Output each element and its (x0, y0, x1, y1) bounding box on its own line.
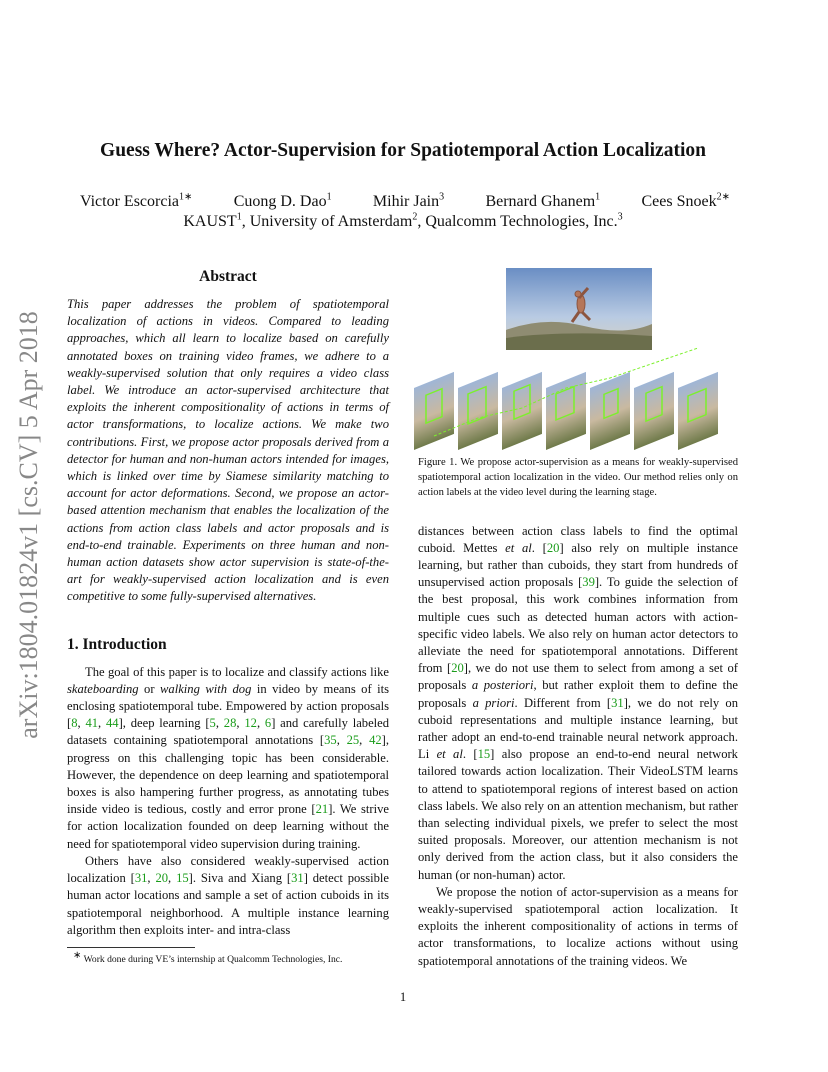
text-run: or (138, 681, 160, 696)
citation-link[interactable]: 20 (451, 661, 464, 676)
text-run: , (77, 716, 86, 731)
text-run: , (336, 733, 347, 748)
text-run: , (215, 716, 224, 731)
text-run: ] also propose an end-to-end neural network tailored towards action localization. Their VideoLSTM learns to attend to spatiotemporal regions of interest based on action class labels. We also rely on an attention mechanism, but rather than selecting individual pixels, we prefer to select the most suited proposals. Moreover, our attention mechanism is not only derived from the action class, but it also considers the human (or non-human) actor. (418, 747, 738, 882)
text-run: ], deep learning [ (118, 716, 210, 731)
text-run: , (98, 716, 106, 731)
emphasis: a posteriori (471, 678, 534, 693)
text-run: , (168, 871, 177, 886)
page-number: 1 (399, 990, 407, 1004)
emphasis: walking with dog (160, 681, 252, 696)
citation-link[interactable]: 44 (106, 716, 119, 731)
abstract-heading: Abstract (199, 268, 257, 285)
citation-link[interactable]: 25 (346, 733, 360, 748)
author-list (80, 193, 730, 211)
citation-link[interactable]: 15 (176, 871, 189, 886)
text-run: ] and carefully labeled datasets containing spatiotemporal annotations [ (67, 716, 390, 748)
paper-title: Guess Where? Actor-Supervision for Spatiotemporal Action Localization (100, 140, 706, 161)
abstract-text: This paper addresses the problem of spatiotemporal localization of actions in videos. Compared to leading approaches, which all learn to localize based on carefully annotated boxes on training video frames, we adhere to a weakly-supervised solution that only requires a video class label. We introduce an actor-supervised architecture that exploits the inherent compositionality of actions in terms of actor transformations, to localize actions. We make two contributions. First, we propose actor proposals derived from a detector for human and non-human actors intended for images, which is linked over time by Siamese similarity matching to account for actor deformations. Second, we propose an actor-based attention mechanism that enables the localization of the actions from action class labels and actor proposals and is end-to-end trainable. Experiments on three human and non-human action datasets show actor supervision is state-of-the-art for weakly-supervised action localization and is even competitive to some fully-supervised alternatives. (67, 297, 389, 604)
author: Cees Snoek$^{2∗}$ (641, 191, 730, 210)
text-run: ]. Siva and Xiang [ (188, 871, 292, 886)
text-run: , (236, 716, 245, 731)
emphasis: et al (436, 747, 463, 762)
right-column (418, 455, 738, 970)
intro-paragraph-1 (67, 664, 389, 853)
citation-link[interactable]: 8 (71, 716, 78, 731)
text-run: Others have also considered weakly-supervised action localization [ (67, 853, 389, 886)
left-column (67, 268, 389, 965)
author: Mihir Jain$^3$ (372, 191, 445, 210)
citation-link[interactable]: 39 (582, 575, 595, 590)
text-run: , (147, 871, 156, 886)
citation-link[interactable]: 5 (209, 716, 216, 731)
citation-link[interactable]: 31 (134, 871, 148, 886)
text-run: ], we do not use them to select from among a set of proposals (418, 661, 738, 693)
citation-link[interactable]: 42 (369, 733, 382, 748)
author: Bernard Ghanem$^1$ (485, 191, 601, 210)
citation-link[interactable]: 41 (85, 716, 99, 731)
figure-1-caption: Figure 1. We propose actor-supervision as a means for weakly-supervised spatiotemporal action localization in the video. Our method relies only on action labels at the video level during the learning stage. (418, 457, 738, 499)
text-run: distances between action class labels to find the optimal cuboid. Mettes (418, 523, 738, 555)
section-heading-introduction: 1. Introduction (67, 635, 167, 653)
emphasis: et al (505, 540, 532, 555)
frame-sequence (414, 348, 718, 450)
text-run: ]. To guide the selection of the best proposal, this work combines information from multiple cues such as detected human actors with action-specific video labels. We also rely on human actor detectors to alleviate the need for spatiotemporal annotations. Different from [ (418, 575, 738, 676)
text-run: The goal of this paper is to localize and classify actions like (85, 664, 389, 679)
key-frame-image (506, 268, 652, 350)
right-paragraph-1 (418, 523, 738, 884)
author: Cuong D. Dao$^1$ (233, 191, 332, 210)
author: Victor Escorcia$^{1∗}$ (80, 191, 193, 210)
text-run: ] also rely on multiple instance learning, but rather than cuboids, they start from hundreds of unsupervised action proposals [ (418, 540, 739, 590)
citation-link[interactable]: 35 (324, 733, 337, 748)
citation-link[interactable]: 31 (611, 695, 624, 710)
text-run: ], we do not rely on cuboid representations and multiple instance learning, but rather adopt an end-to-end trainable neural network approach. Li (418, 695, 738, 762)
figure-1 (414, 268, 744, 453)
emphasis: a priori (472, 695, 515, 710)
right-paragraph-2 (418, 884, 738, 970)
text-run: , but rather exploit them to define the proposals (418, 678, 739, 710)
citation-link[interactable]: 15 (477, 747, 491, 762)
citation-link[interactable]: 12 (244, 716, 257, 731)
text-run: We propose the notion of actor-supervision as a means for weakly-supervised spatiotemporal action localization. It exploits the inherent compositionality of actions in terms of actor transformations, to localize actions without using spatiotemporal annotations of the training videos. We (418, 884, 738, 968)
citation-link[interactable]: 21 (315, 802, 329, 817)
citation-link[interactable]: 20 (546, 540, 560, 555)
figure-1-illustration (414, 268, 744, 453)
text-run: , (256, 716, 265, 731)
text-run: in video by means of its enclosing spatiotemporal tube. Empowered by action proposals [ (67, 681, 390, 731)
intro-paragraph-2 (67, 853, 389, 939)
citation-link[interactable]: 6 (264, 716, 272, 731)
citation-link[interactable]: 20 (155, 871, 169, 886)
text-run: . [ (462, 747, 478, 762)
text-run: ] detect possible human actor locations and sample a set of action cuboids in its spatiotemporal neighborhood. A multiple instance learning algorithm then exploits inter- and intra-class (67, 871, 389, 937)
arxiv-identifier: arXiv:1804.01824v1 [cs.CV] 5 Apr 2018 (14, 311, 43, 739)
text-run: , (359, 733, 370, 748)
text-run: . Different from [ (514, 695, 612, 710)
citation-link[interactable]: 28 (223, 716, 237, 731)
footnote: ∗ Work done during VE’s internship at Qualcomm Technologies, Inc. (73, 949, 343, 965)
footnote-rule (67, 947, 195, 948)
text-run: ], progress on this challenging topic has been considerable. However, the dependence on deep learning and spatiotemporal boxes is also hampering further progress, as annotating tubes inside video is tedious, costly and error prone [ (67, 733, 389, 817)
text-run: . [ (531, 540, 547, 555)
affiliations: KAUST$^1$, University of Amsterdam$^2$, Qualcomm Technologies, Inc.$^3$ (183, 211, 623, 230)
citation-link[interactable]: 31 (291, 871, 304, 886)
text-run: ]. We strive for action localization founded on deep learning without the need for spatiotemporal video supervision during training. (67, 802, 389, 851)
emphasis: skateboarding (67, 681, 139, 696)
